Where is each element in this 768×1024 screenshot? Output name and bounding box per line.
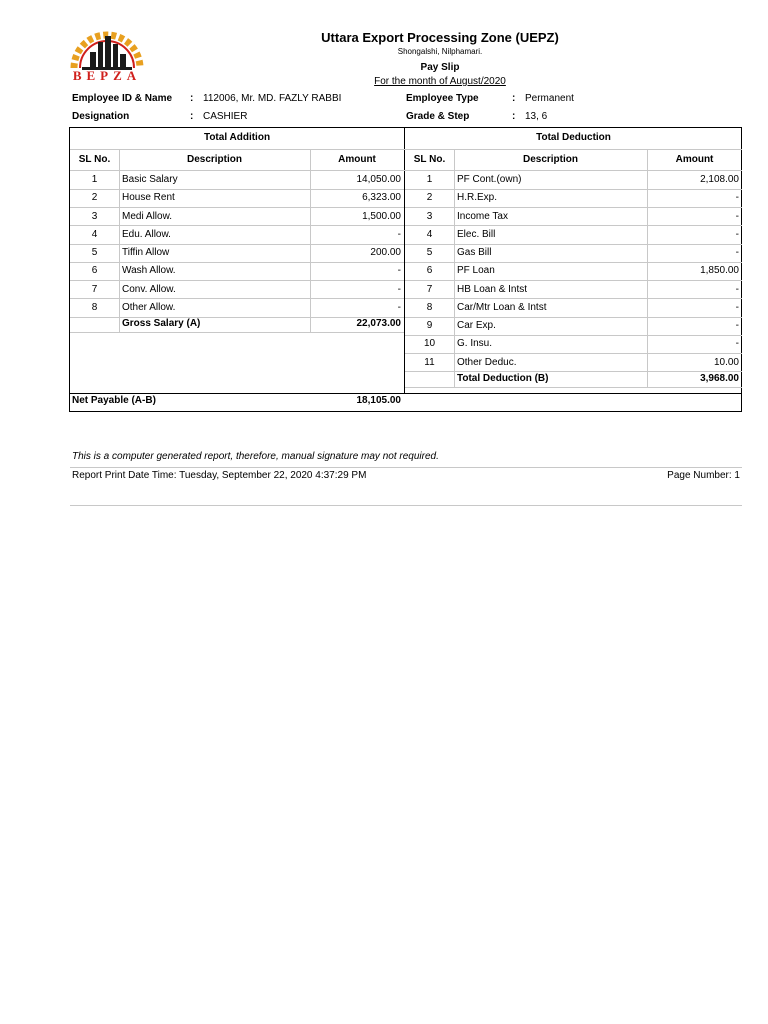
pay-period: [300, 76, 580, 87]
deduction-row-amount: -: [735, 228, 739, 240]
page-number: Page Number: 1: [667, 470, 740, 481]
addition-row-sl: 6: [91, 265, 98, 277]
footer-rule-bottom: [70, 505, 742, 506]
deduction-row-sl: 8: [426, 301, 433, 313]
addition-col-sl: SL No.: [78, 154, 111, 165]
employee-type-sep: :: [512, 93, 516, 104]
pay-period-text: For the month of August/2020: [374, 76, 506, 87]
designation-sep: :: [190, 111, 194, 122]
deduction-row-sl: 10: [423, 338, 436, 350]
addition-col-description: Description: [186, 154, 242, 165]
deduction-title: Total Deduction: [536, 132, 611, 143]
deduction-col-sl: SL No.: [413, 154, 446, 165]
id-name-sep: :: [190, 93, 194, 104]
addition-row-amount: -: [397, 301, 401, 313]
addition-row-amount: -: [397, 265, 401, 277]
addition-row-description: Edu. Allow.: [122, 228, 171, 240]
deduction-row-description: G. Insu.: [457, 338, 493, 350]
factory-gear-icon: [68, 28, 146, 72]
addition-row-sl: 5: [91, 247, 98, 258]
deduction-col-amount: Amount: [675, 154, 714, 165]
employee-type-value: Permanent: [525, 93, 574, 104]
addition-total-label: Gross Salary (A): [122, 318, 201, 329]
deduction-row-sl: 11: [424, 356, 435, 368]
addition-row-amount: 1,500.00: [362, 210, 401, 222]
org-address: Shongalshi, Nilphamari.: [397, 47, 483, 56]
addition-row-amount: 200.00: [370, 247, 401, 258]
addition-title: Total Addition: [203, 132, 271, 143]
id-name-label: Employee ID & Name: [72, 93, 173, 104]
footer-rule-top: [70, 467, 742, 468]
deduction-row-description: Elec. Bill: [457, 228, 496, 240]
grade-label: Grade & Step: [406, 111, 470, 122]
deduction-row-description: PF Cont.(own): [457, 174, 522, 185]
deduction-row-description: Gas Bill: [457, 247, 492, 258]
deduction-row-amount: -: [735, 192, 739, 204]
addition-row-amount: -: [397, 283, 401, 295]
computer-generated-note: This is a computer generated report, therefore, manual signature may not required.: [72, 451, 439, 462]
deduction-row-amount: -: [735, 247, 739, 258]
org-name: Uttara Export Processing Zone (UEPZ): [321, 30, 559, 45]
addition-row-description: Conv. Allow.: [122, 283, 176, 295]
deduction-row-sl: 6: [426, 265, 433, 277]
employee-type-label: Employee Type: [406, 93, 479, 104]
logo-text: BEPZA: [72, 68, 142, 83]
designation-value: CASHIER: [203, 111, 248, 122]
addition-row-sl: 8: [91, 301, 98, 313]
addition-col-divider: [119, 149, 120, 332]
deduction-total-rule: [405, 387, 742, 388]
addition-row-amount: -: [397, 228, 401, 240]
addition-total-rule: [70, 332, 404, 333]
deduction-row-description: PF Loan: [457, 265, 495, 277]
deduction-col-divider: [454, 149, 455, 387]
addition-row-description: Basic Salary: [122, 174, 178, 185]
deduction-col-description: Description: [522, 154, 578, 165]
deduction-row-sl: 5: [426, 247, 433, 258]
addition-col-divider: [310, 149, 311, 332]
addition-row-sl: 4: [91, 228, 98, 240]
deduction-row-amount: 2,108.00: [700, 174, 739, 185]
deduction-row-description: Other Deduc.: [457, 356, 517, 368]
deduction-row-sl: 9: [426, 320, 433, 331]
deduction-row-description: HB Loan & Intst: [457, 283, 528, 295]
grade-sep: :: [512, 111, 516, 122]
id-name-value: 112006, Mr. MD. FAZLY RABBI: [203, 93, 342, 104]
deduction-col-divider: [647, 149, 648, 387]
deduction-row-sl: 7: [426, 283, 433, 295]
addition-col-amount: Amount: [338, 154, 376, 165]
deduction-row-description: Car Exp.: [457, 320, 496, 331]
deduction-row-amount: -: [735, 301, 739, 313]
addition-total-value: 22,073.00: [356, 318, 401, 329]
deduction-row-sl: 1: [426, 174, 433, 185]
grade-value: 13, 6: [525, 111, 548, 122]
addition-row-sl: 2: [91, 192, 98, 204]
addition-row-sl: 3: [91, 210, 98, 222]
bepza-logo: [68, 28, 146, 86]
addition-row-description: Wash Allow.: [122, 265, 176, 277]
deduction-row-amount: 10.00: [713, 356, 739, 368]
title-separator: [70, 149, 742, 150]
deduction-row-sl: 2: [426, 192, 433, 204]
deduction-row-sl: 3: [426, 210, 433, 222]
print-date: Report Print Date Time: Tuesday, September 22, 2020 4:37:29 PM: [72, 470, 367, 481]
addition-row-description: Tiffin Allow: [122, 247, 170, 258]
deduction-row-sl: 4: [426, 228, 433, 240]
addition-row-sl: 1: [91, 174, 98, 185]
addition-row-sl: 7: [91, 283, 98, 295]
net-separator: [70, 393, 742, 394]
addition-row-description: Medi Allow.: [122, 210, 173, 222]
designation-label: Designation: [72, 111, 130, 122]
deduction-row-amount: 1,850.00: [700, 265, 739, 277]
deduction-row-description: H.R.Exp.: [457, 192, 498, 204]
addition-row-description: Other Allow.: [122, 301, 176, 313]
net-payable-label: Net Payable (A-B): [72, 395, 156, 406]
deduction-row-amount: -: [735, 338, 739, 350]
deduction-row-amount: -: [735, 320, 739, 331]
addition-row-description: House Rent: [122, 192, 175, 204]
addition-row-amount: 6,323.00: [362, 192, 401, 204]
net-payable-value: 18,105.00: [356, 395, 401, 406]
doc-title: Pay Slip: [420, 62, 460, 73]
deduction-row-description: Income Tax: [457, 210, 508, 222]
addition-row-amount: 14,050.00: [356, 174, 401, 185]
deduction-total-value: 3,968.00: [700, 372, 739, 384]
deduction-row-amount: -: [735, 210, 739, 222]
deduction-total-label: Total Deduction (B): [457, 372, 549, 384]
deduction-row-amount: -: [735, 283, 739, 295]
deduction-row-description: Car/Mtr Loan & Intst: [457, 301, 547, 313]
